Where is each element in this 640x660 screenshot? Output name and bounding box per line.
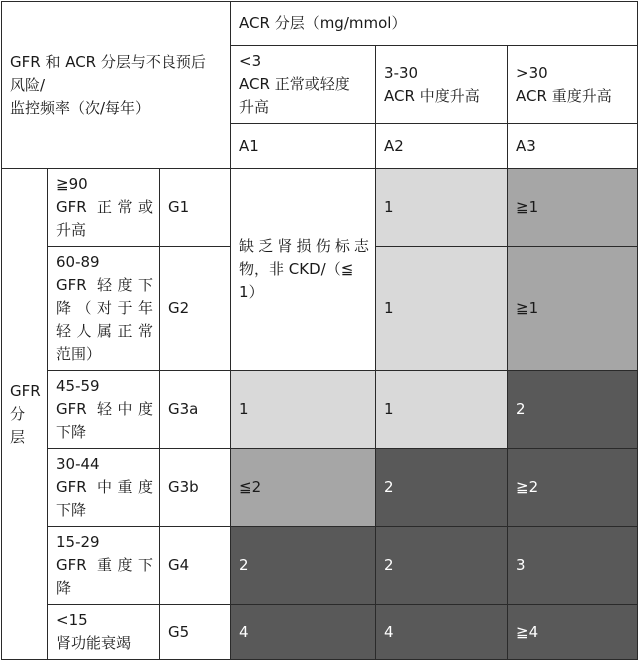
gfr-label-line-3: 层 — [10, 427, 26, 446]
g3b-range: 30-44 — [56, 455, 100, 473]
table-title-cell — [2, 2, 231, 169]
g5-a3-cell: ≧4 — [508, 605, 638, 660]
g3b-a2-cell: 2 — [376, 449, 508, 527]
ckd-risk-table — [1, 1, 638, 660]
g4-a2-cell: 2 — [376, 527, 508, 605]
g3a-desc-cell — [48, 371, 160, 449]
g1-range: ≧90 — [56, 175, 88, 193]
merged-a1-line-3: 1） — [239, 283, 264, 301]
g4-desc-line-2: 降 — [56, 579, 72, 597]
acr-a1-code: A1 — [231, 124, 376, 169]
acr-a2-code: A2 — [376, 124, 508, 169]
acr-a2-range: 3-30 — [384, 63, 419, 82]
acr-a3-desc: ACR 重度升高 — [516, 86, 612, 105]
g3a-a2-cell: 1 — [376, 371, 508, 449]
g5-stage: G5 — [160, 605, 231, 660]
g2-range: 60-89 — [56, 253, 100, 271]
g3a-desc-line-2: 下降 — [56, 423, 87, 441]
g3b-stage: G3b — [160, 449, 231, 527]
g1-desc-line-2: 升高 — [56, 221, 87, 239]
g3b-a3-cell: ≧2 — [508, 449, 638, 527]
g4-a3-cell: 3 — [508, 527, 638, 605]
g1-a3-cell: ≧1 — [508, 169, 638, 247]
merged-a1-line-2: 物，非 CKD/（≦ — [239, 260, 354, 278]
g2-desc-line-2: 降（对于年 — [56, 299, 153, 317]
table-title-line-1: GFR 和 ACR 分层与不良预后 — [10, 52, 206, 71]
g3a-a1-cell: 1 — [231, 371, 376, 449]
gfr-label-cell — [2, 169, 48, 660]
g3a-a3-cell: 2 — [508, 371, 638, 449]
acr-a1-range: <3 — [239, 52, 262, 70]
g2-desc-cell — [48, 247, 160, 371]
g2-desc-line-1: GFR 轻度下 — [56, 276, 153, 294]
g1-desc-line-1: GFR 正常或 — [56, 198, 153, 216]
g5-range: <15 — [56, 611, 88, 629]
acr-a2-header — [376, 46, 508, 124]
g5-desc-cell — [48, 605, 160, 660]
g3b-a1-cell: ≦2 — [231, 449, 376, 527]
g5-a1-cell: 4 — [231, 605, 376, 660]
acr-title: ACR 分层（mg/mmol） — [239, 14, 407, 32]
acr-title-cell — [231, 2, 638, 46]
g5-desc-line-1: 肾功能衰竭 — [56, 634, 132, 652]
g1-a2-cell: 1 — [376, 169, 508, 247]
acr-a3-header — [508, 46, 638, 124]
g4-desc-cell — [48, 527, 160, 605]
g4-stage: G4 — [160, 527, 231, 605]
g2-stage: G2 — [160, 247, 231, 371]
g3b-desc-line-1: GFR 中重度 — [56, 478, 153, 496]
table-title-line-2: 风险/ — [10, 75, 46, 94]
acr-a3-range: >30 — [516, 63, 548, 82]
g3b-desc-cell — [48, 449, 160, 527]
acr-a1-desc-line-2: 升高 — [239, 98, 270, 116]
g1-desc-cell — [48, 169, 160, 247]
g3b-desc-line-2: 下降 — [56, 501, 87, 519]
merged-a1-line-1: 缺乏肾损伤标志 — [239, 237, 370, 255]
g1-stage: G1 — [160, 169, 231, 247]
g3a-desc-line-1: GFR 轻中度 — [56, 400, 153, 418]
g4-desc-line-1: GFR 重度下 — [56, 556, 153, 574]
gfr-label-line-1: GFR — [10, 381, 41, 400]
g5-a2-cell: 4 — [376, 605, 508, 660]
acr-a2-desc: ACR 中度升高 — [384, 86, 480, 105]
g1-g2-a1-merged-cell — [231, 169, 376, 371]
acr-a1-desc-line-1: ACR 正常或轻度 — [239, 75, 350, 93]
acr-a3-code: A3 — [508, 124, 638, 169]
g2-a3-cell: ≧1 — [508, 247, 638, 371]
g4-range: 15-29 — [56, 533, 100, 551]
g2-desc-line-3: 轻人属正常 — [56, 322, 153, 340]
gfr-label-line-2: 分 — [10, 404, 26, 423]
g2-desc-line-4: 范围） — [56, 345, 102, 363]
g4-a1-cell: 2 — [231, 527, 376, 605]
table-title-line-3: 监控频率（次/每年） — [10, 98, 151, 117]
g3a-stage: G3a — [160, 371, 231, 449]
acr-a1-header — [231, 46, 376, 124]
g3a-range: 45-59 — [56, 377, 100, 395]
g2-a2-cell: 1 — [376, 247, 508, 371]
